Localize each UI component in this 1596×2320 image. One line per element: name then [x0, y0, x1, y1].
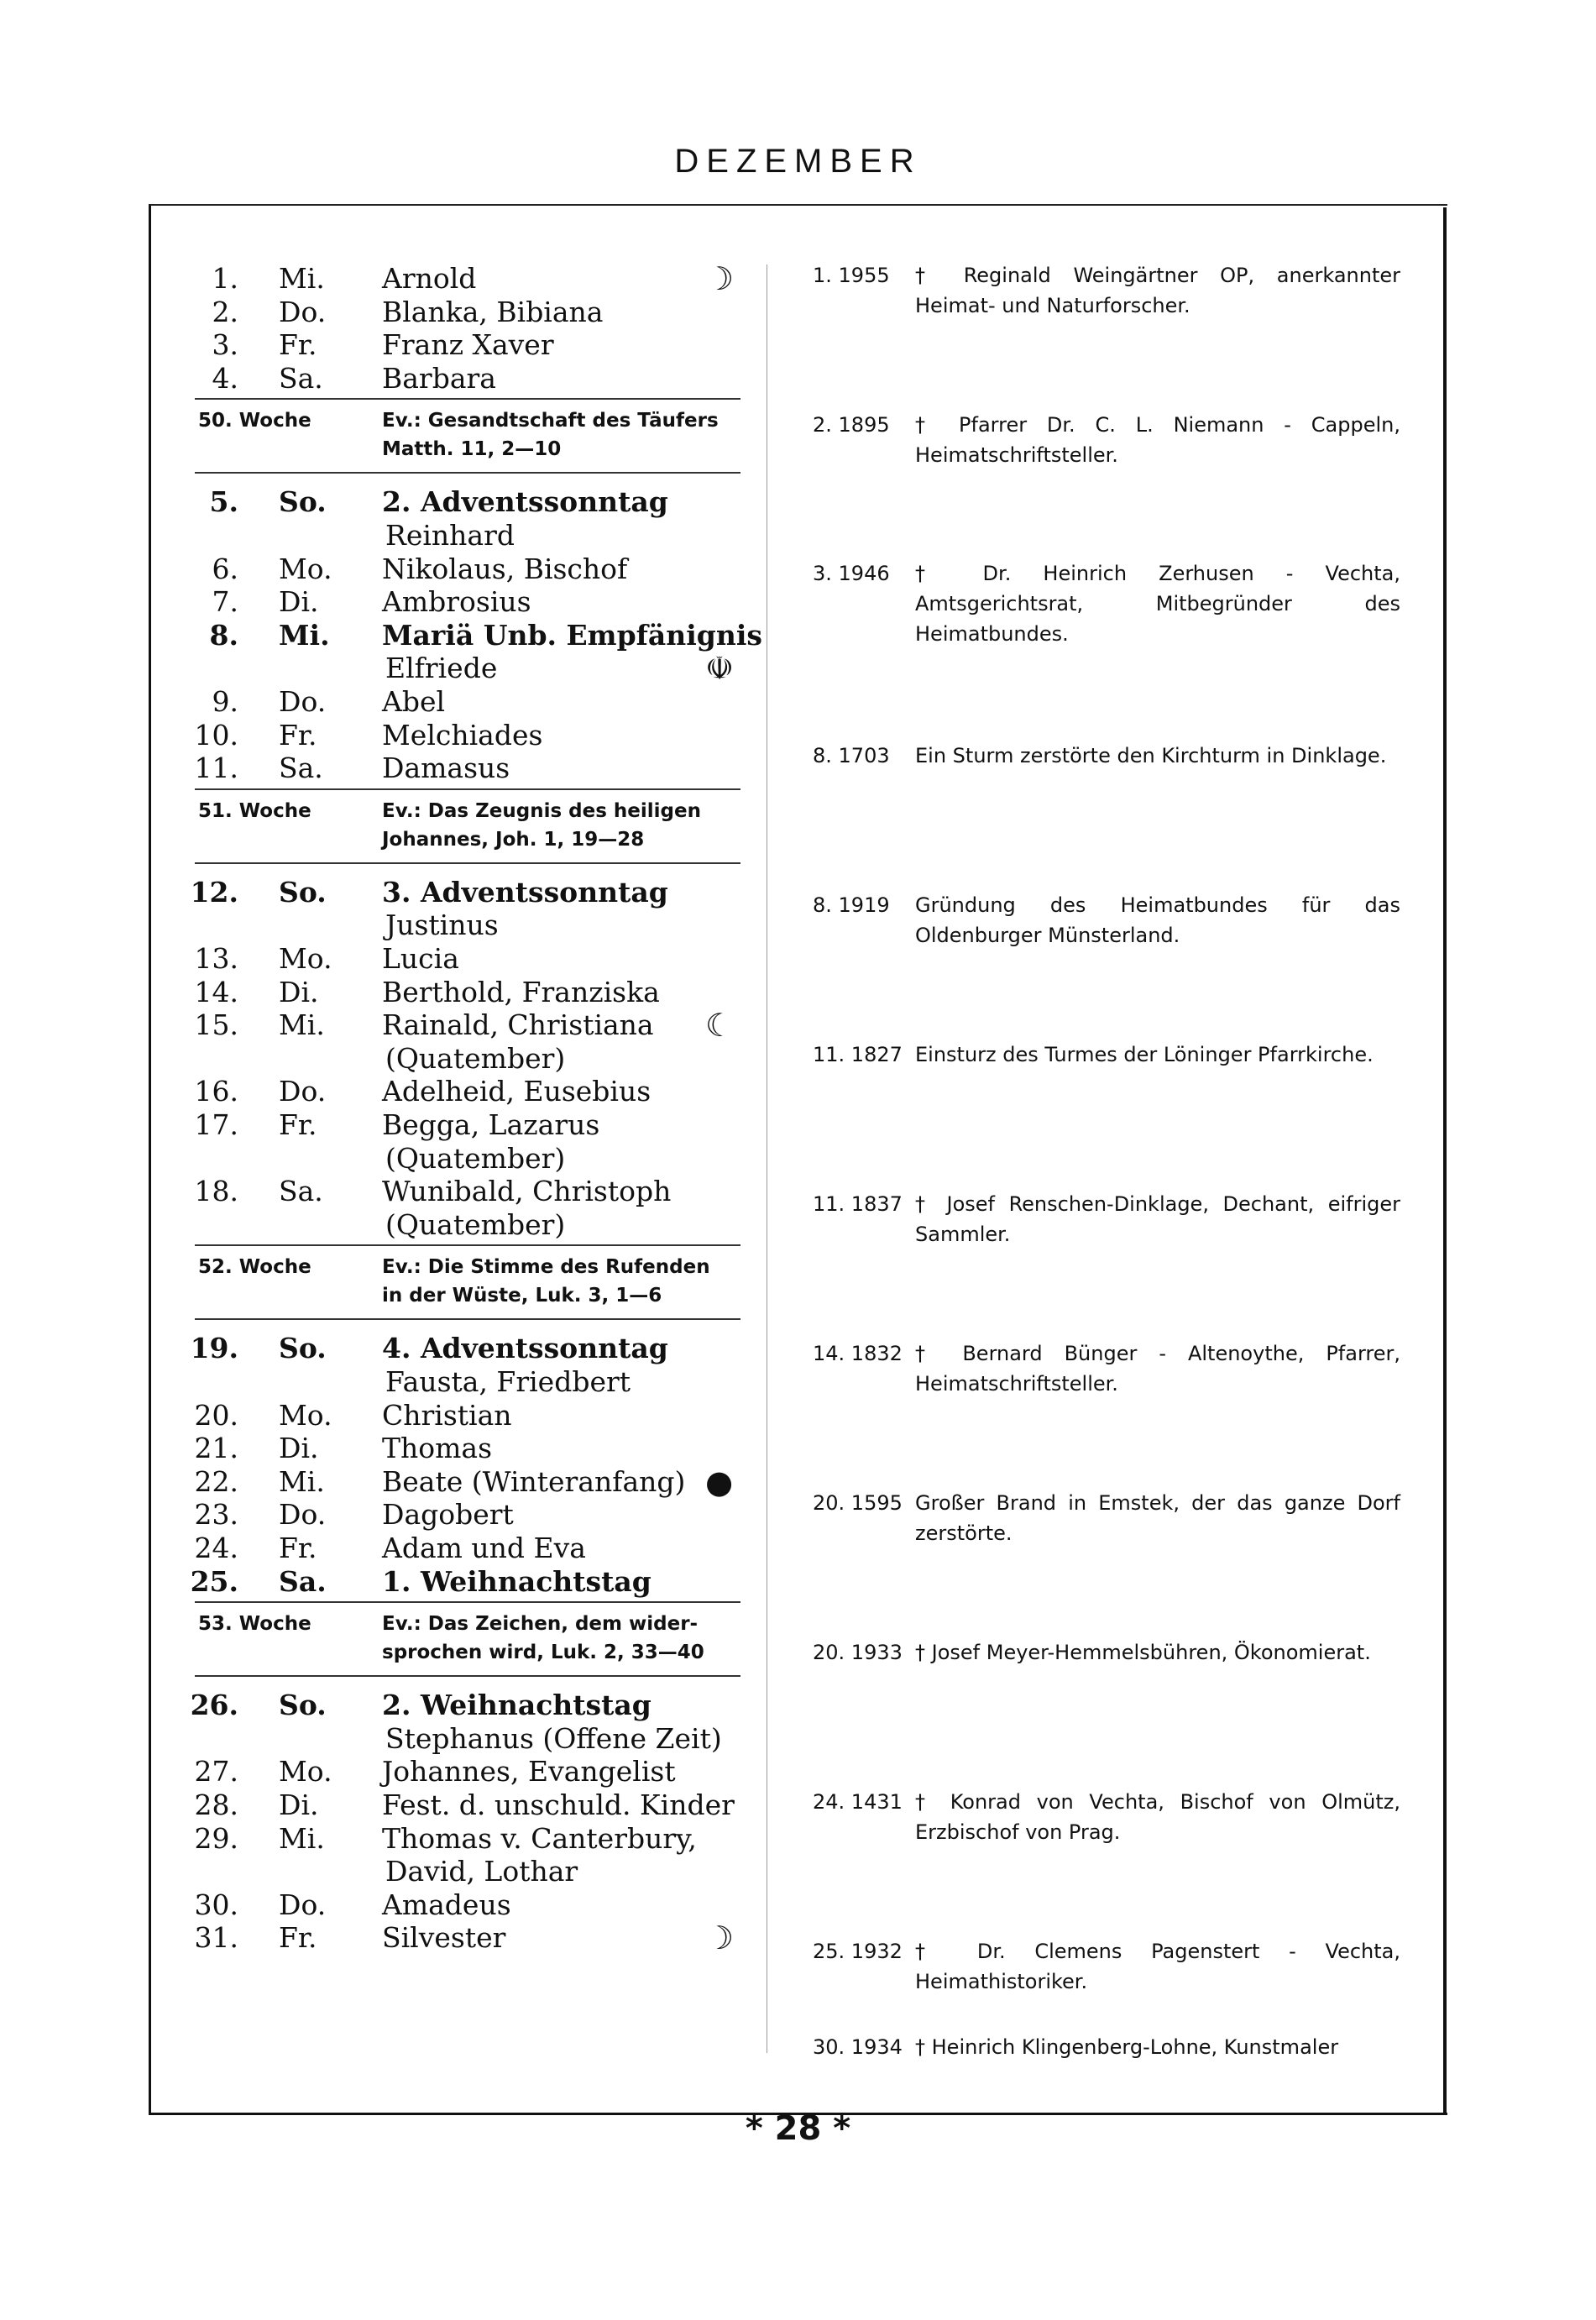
history-text: Gründung des Heimatbundes für das Oldenburger Münsterland.	[915, 893, 1400, 947]
woche-gospel-line: Ev.: Die Stimme des Rufenden	[382, 1256, 710, 1279]
weekday: Sa.	[279, 752, 323, 785]
history-date: 8. 1919	[813, 893, 890, 917]
history-date: 30. 1934	[813, 2035, 903, 2059]
weekday: Di.	[279, 1432, 319, 1465]
woche-number: 50. Woche	[198, 410, 311, 432]
calendar-day-row	[0, 1108, 1596, 1142]
moon-waxing-icon: ☽	[705, 1919, 735, 1957]
history-entry	[813, 890, 1400, 951]
saint-name: Begga, Lazarus	[382, 1108, 600, 1141]
calendar-day-row	[0, 1432, 1596, 1465]
woche-gospel-line: Johannes, Joh. 1, 19—28	[382, 828, 645, 851]
day-number: 23.	[194, 1498, 238, 1532]
weekday: Do.	[279, 295, 327, 328]
saint-name: Christian	[382, 1398, 512, 1432]
history-entry	[813, 1936, 1400, 1997]
woche-gospel-line: sprochen wird, Luk. 2, 33—40	[382, 1642, 704, 1664]
saint-name: Franz Xaver	[382, 328, 554, 362]
weekday: Mo.	[279, 1755, 332, 1788]
calendar-day-row	[0, 1565, 1596, 1599]
history-date: 14. 1832	[813, 1342, 903, 1365]
history-text: † Reginald Weingärtner OP, anerkannter Heimat- und Naturforscher.	[915, 264, 1400, 317]
weekday: Fr.	[279, 1921, 317, 1955]
page-number: * 28 *	[745, 2109, 851, 2148]
history-entry	[813, 1488, 1400, 1548]
history-entry	[813, 558, 1400, 649]
weekday: Mi.	[279, 1821, 325, 1855]
calendar-day-row	[0, 685, 1596, 719]
weekday: Di.	[279, 975, 319, 1008]
calendar-day-row	[0, 976, 1596, 1009]
weekday: So.	[279, 1332, 327, 1365]
saint-name: Ambrosius	[382, 585, 531, 619]
history-text: † Pfarrer Dr. C. L. Niemann - Cappeln, Heimatschriftsteller.	[915, 413, 1400, 467]
weekday: Di.	[279, 1788, 319, 1821]
calendar-continuation	[0, 1722, 1596, 1756]
history-entry	[813, 2032, 1400, 2062]
history-entry	[813, 1189, 1400, 1249]
day-number: 16.	[194, 1075, 238, 1108]
feast-name: 4. Adventssonntag	[382, 1332, 668, 1365]
day-number: 29.	[194, 1821, 238, 1855]
day-number: 31.	[194, 1921, 238, 1955]
weekday: Di.	[279, 585, 319, 619]
history-text: † Dr. Heinrich Zerhusen - Vechta, Amtsgerichtsrat, Mitbegründer des Heimatbundes.	[915, 562, 1400, 646]
calendar-day-row	[0, 328, 1596, 362]
history-text: † Josef Meyer-Hemmelsbühren, Ökonomierat.	[915, 1641, 1371, 1664]
feast-name: 1. Weihnachtstag	[382, 1564, 651, 1598]
calendar-day-row	[0, 1075, 1596, 1108]
weekday: So.	[279, 1689, 327, 1722]
day-number: 13.	[194, 942, 238, 975]
saint-name: Nikolaus, Bischof	[382, 552, 628, 585]
day-number: 7.	[212, 585, 238, 619]
woche-rule-top	[195, 1244, 740, 1246]
weekday: Mi.	[279, 1464, 325, 1498]
saint-name: Abel	[382, 685, 446, 718]
woche-rule-bottom	[195, 1318, 740, 1320]
feast-name: 3. Adventssonntag	[382, 875, 668, 909]
page-title: DEZEMBER	[674, 143, 922, 180]
saint-name: Adam und Eva	[382, 1532, 586, 1564]
day-number: 6.	[212, 552, 238, 585]
saint-name: Arnold	[382, 262, 477, 295]
woche-gospel-line: Ev.: Gesandtschaft des Täufers	[382, 410, 719, 432]
saint-name: Johannes, Evangelist	[382, 1755, 676, 1788]
saint-name: Dagobert	[382, 1498, 514, 1532]
weekday: Mi.	[279, 262, 325, 295]
history-date: 3. 1946	[813, 562, 890, 585]
history-text: † Bernard Bünger - Altenoythe, Pfarrer, Heimatschriftsteller.	[915, 1342, 1400, 1396]
feast-name: 2. Adventssonntag	[382, 485, 668, 519]
saint-name: (Quatember)	[385, 1141, 566, 1175]
saint-name: Wunibald, Christoph	[382, 1175, 672, 1208]
day-number: 2.	[212, 295, 238, 328]
weekday: Do.	[279, 1888, 327, 1921]
history-entry	[813, 1040, 1400, 1070]
saint-name: Beate (Winteranfang)	[382, 1464, 686, 1498]
woche-number: 53. Woche	[198, 1613, 311, 1636]
day-number: 15.	[194, 1008, 238, 1042]
history-date: 24. 1431	[813, 1790, 903, 1814]
history-text: † Heinrich Klingenberg-Lohne, Kunstmaler	[915, 2035, 1339, 2059]
weekday: Fr.	[279, 328, 317, 362]
saint-name: Silvester	[382, 1921, 506, 1955]
saint-name: Lucia	[382, 942, 459, 975]
weekday: Do.	[279, 1075, 327, 1108]
woche-rule-bottom	[195, 862, 740, 864]
saint-name: Elfriede	[385, 652, 498, 685]
saint-name: David, Lothar	[385, 1855, 578, 1888]
saint-name: Thomas	[382, 1432, 493, 1465]
weekday: So.	[279, 485, 327, 519]
history-entry	[813, 260, 1400, 321]
weekday: Do.	[279, 1498, 327, 1532]
moon-waxing-icon: ☽	[705, 260, 735, 297]
history-text: † Konrad von Vechta, Bischof von Olmütz, Erzbischof von Prag.	[915, 1790, 1400, 1844]
woche-gospel-line: Matth. 11, 2—10	[382, 438, 562, 461]
history-entry	[813, 410, 1400, 470]
saint-name: (Quatember)	[385, 1041, 566, 1075]
day-number: 19.	[190, 1332, 238, 1365]
saint-name: Barbara	[382, 361, 496, 395]
saint-name: Thomas v. Canterbury,	[382, 1821, 697, 1855]
history-date: 11. 1837	[813, 1192, 903, 1216]
day-number: 24.	[194, 1532, 238, 1564]
weekday: Mi.	[279, 1008, 325, 1042]
woche-number: 51. Woche	[198, 799, 311, 822]
weekday: So.	[279, 875, 327, 909]
saint-name: Amadeus	[382, 1888, 511, 1921]
weekday: Mo.	[279, 942, 332, 975]
history-entry	[813, 1338, 1400, 1399]
woche-rule-top	[195, 788, 740, 790]
weekday: Fr.	[279, 718, 317, 752]
weekday: Sa.	[279, 1175, 323, 1208]
calendar-day-row	[0, 1755, 1596, 1788]
saint-name: Fest. d. unschuld. Kinder	[382, 1788, 735, 1821]
history-entry	[813, 741, 1400, 771]
moon-waning-icon: ☾	[705, 1007, 735, 1045]
history-date: 11. 1827	[813, 1043, 903, 1066]
history-entry	[813, 1637, 1400, 1668]
day-number: 30.	[194, 1888, 238, 1921]
weekday: Mo.	[279, 552, 332, 585]
day-number: 12.	[190, 875, 238, 909]
calendar-day-row	[0, 362, 1596, 395]
history-date: 1. 1955	[813, 264, 890, 287]
weekday: Mo.	[279, 1398, 332, 1432]
saint-name: Reinhard	[385, 519, 515, 552]
saint-name: Adelheid, Eusebius	[382, 1075, 651, 1108]
weekday: Sa.	[279, 361, 323, 395]
history-date: 2. 1895	[813, 413, 890, 437]
feast-name: Mariä Unb. Empfänignis	[382, 618, 762, 652]
calendar-continuation	[0, 1855, 1596, 1888]
saint-name: Stephanus (Offene Zeit)	[385, 1721, 722, 1755]
feast-name: 2. Weihnachtstag	[382, 1689, 651, 1722]
history-date: 20. 1595	[813, 1491, 903, 1515]
day-number: 5.	[209, 485, 238, 519]
full-moon-icon: ●	[705, 1463, 734, 1500]
saint-name: Melchiades	[382, 718, 543, 752]
woche-gospel-line: Ev.: Das Zeichen, dem wider-	[382, 1613, 699, 1636]
day-number: 1.	[212, 262, 238, 295]
day-number: 14.	[194, 975, 238, 1008]
day-number: 17.	[194, 1108, 238, 1141]
history-date: 25. 1932	[813, 1940, 903, 1963]
day-number: 21.	[194, 1432, 238, 1465]
calendar-day-row	[0, 1689, 1596, 1722]
weekday: Fr.	[279, 1532, 317, 1564]
calendar-day-row	[0, 485, 1596, 519]
day-number: 20.	[194, 1398, 238, 1432]
calendar-continuation	[0, 519, 1596, 553]
day-number: 26.	[190, 1689, 238, 1722]
history-text: Ein Sturm zerstörte den Kirchturm in Dinklage.	[915, 744, 1387, 767]
day-number: 8.	[209, 618, 238, 652]
woche-gospel-line: Ev.: Das Zeugnis des heiligen	[382, 799, 701, 822]
calendar-day-row	[0, 1888, 1596, 1922]
saint-name: Blanka, Bibiana	[382, 295, 604, 328]
woche-gospel-line: in der Wüste, Luk. 3, 1—6	[382, 1285, 662, 1307]
calendar-continuation	[0, 650, 1596, 688]
day-number: 18.	[194, 1175, 238, 1208]
weekday: Sa.	[279, 1564, 327, 1598]
history-text: † Dr. Clemens Pagenstert - Vechta, Heimathistoriker.	[915, 1940, 1400, 1993]
day-number: 28.	[194, 1788, 238, 1821]
history-text: † Josef Renschen-Dinklage, Dechant, eifriger Sammler.	[915, 1192, 1400, 1246]
history-date: 8. 1703	[813, 744, 890, 767]
day-number: 25.	[190, 1564, 238, 1598]
woche-number: 52. Woche	[198, 1256, 311, 1279]
day-number: 10.	[194, 718, 238, 752]
saint-name: Rainald, Christiana	[382, 1008, 654, 1042]
day-number: 9.	[212, 685, 238, 718]
saint-name: Fausta, Friedbert	[385, 1365, 631, 1398]
weekday: Do.	[279, 685, 327, 718]
history-text: Großer Brand in Emstek, der das ganze Dorf zerstörte.	[915, 1491, 1400, 1545]
feast-symbol-icon: ☫	[705, 650, 735, 688]
day-number: 27.	[194, 1755, 238, 1788]
woche-rule-bottom	[195, 1675, 740, 1677]
saint-name: Berthold, Franziska	[382, 975, 660, 1008]
weekday: Mi.	[279, 618, 330, 652]
history-text: Einsturz des Turmes der Löninger Pfarrkirche.	[915, 1043, 1374, 1066]
calendar-day-row	[0, 1007, 1596, 1045]
saint-name: Justinus	[385, 909, 499, 942]
calendar-day-row	[0, 1399, 1596, 1432]
weekday: Fr.	[279, 1108, 317, 1141]
woche-rule-bottom	[195, 472, 740, 474]
history-entry	[813, 1787, 1400, 1847]
day-number: 3.	[212, 328, 238, 362]
day-number: 11.	[194, 752, 238, 785]
woche-rule-top	[195, 1601, 740, 1603]
day-number: 4.	[212, 361, 238, 395]
saint-name: Damasus	[382, 752, 510, 785]
history-date: 20. 1933	[813, 1641, 903, 1664]
saint-name: (Quatember)	[385, 1207, 566, 1241]
woche-rule-top	[195, 398, 740, 400]
calendar-continuation	[0, 1142, 1596, 1176]
day-number: 22.	[194, 1464, 238, 1498]
